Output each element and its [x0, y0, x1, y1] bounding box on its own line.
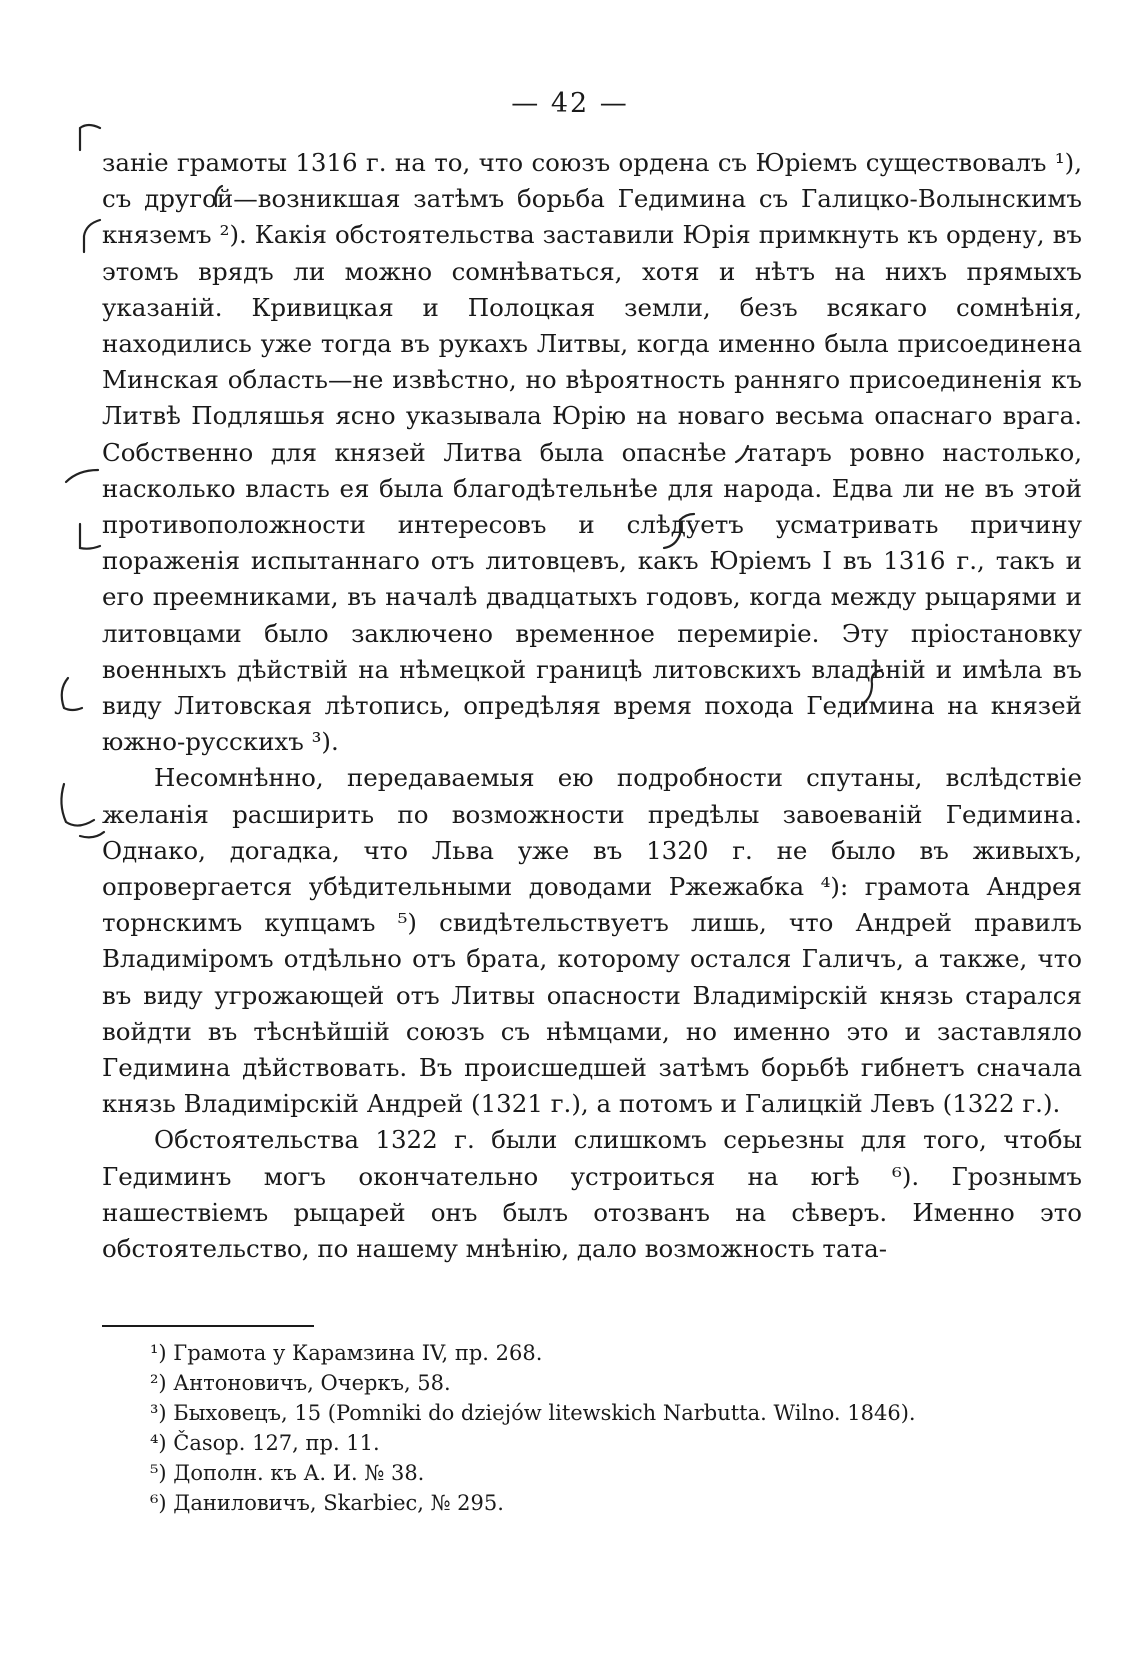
footnote-3: ³) Быховецъ, 15 (Pomniki do dziejów litewskich Narbutta. Wilno. 1846). [150, 1401, 916, 1425]
main-text [102, 145, 1082, 1267]
paragraph-2: Несомнѣнно, передаваемыя ею подробности спутаны, вслѣдствіе желанія расширить по возможности предѣлы завоеваній Гедимина. Однако, догадка, что Льва уже въ 1320 г. не было въ живыхъ, опровергается убѣдительными доводами Ржежабка ⁴): грамота Андрея торнскимъ купцамъ ⁵) свидѣтельствуетъ лишь, что Андрей правилъ Владиміромъ отдѣльно отъ брата, которому остался Галичъ, а также, что въ виду угрожающей отъ Литвы опасности Владимірскій князь старался войдти въ тѣснѣйшій союзъ съ нѣмцами, но именно это и заставляло Гедимина дѣйствовать. Въ происшедшей затѣмъ борьбѣ гибнетъ сначала князь Владимірскій Андрей (1321 г.), а потомъ и Галицкій Левъ (1322 г.). [102, 763, 1082, 1119]
footnote-4: ⁴) Časop. 127, пр. 11. [150, 1431, 380, 1455]
footnote-2: ²) Антоновичъ, Очеркъ, 58. [150, 1371, 451, 1395]
footnote-divider [102, 1325, 314, 1327]
footnotes [150, 1338, 1080, 1518]
paragraph-1: заніе грамоты 1316 г. на то, что союзъ ордена съ Юріемъ существовалъ ¹), съ другой—возникшая затѣмъ борьба Гедимина съ Галицко-Волынскимъ княземъ ²). Какія обстоятельства заставили Юрія примкнуть къ ордену, въ этомъ врядъ ли можно сомнѣваться, хотя и нѣтъ на нихъ прямыхъ указаній. Кривицкая и Полоцкая земли, безъ всякаго сомнѣнія, находились уже тогда въ рукахъ Литвы, когда именно была присоединена Минская область—не извѣстно, но вѣроятность ранняго присоединенія къ Литвѣ Подляшья ясно указывала Юрію на новаго весьма опаснаго врага. Собственно для князей Литва была опаснѣе татаръ ровно настолько, насколько власть ея была благодѣтельнѣе для народа. Едва ли не въ этой противоположности интересовъ и слѣдуетъ усматривать причину пораженія испытаннаго отъ литовцевъ, какъ Юріемъ I въ 1316 г., такъ и его преемниками, въ началѣ двадцатыхъ годовъ, когда между рыцарями и литовцами было заключено временное перемиріе. Эту пріостановку военныхъ дѣйствій на нѣмецкой границѣ литовскихъ владѣній и имѣла въ виду Литовская лѣтопись, опредѣляя время похода Гедимина на князей южно-русскихъ ³). [102, 148, 1082, 757]
bracket-mark-eleventh [80, 832, 104, 837]
bracket-mark-sixth [80, 524, 100, 549]
footnote-6: ⁶) Даниловичъ, Skarbiec, № 295. [150, 1491, 504, 1515]
footnote-5: ⁵) Дополн. къ А. И. № 38. [150, 1461, 425, 1485]
bracket-mark-top [80, 125, 100, 150]
bracket-mark-third [84, 220, 100, 252]
bracket-mark-tenth [61, 784, 94, 826]
paragraph-3: Обстоятельства 1322 г. были слишкомъ серьезны для того, чтобы Гедиминъ могъ окончательно устроиться на югѣ ⁶). Грознымъ нашествіемъ рыцарей онъ былъ отозванъ на сѣверъ. Именно это обстоятельство, по нашему мнѣнію, дало возможность тата- [102, 1125, 1082, 1264]
bracket-mark-fourth [66, 470, 98, 482]
footnote-1: ¹) Грамота у Карамзина IV, пр. 268. [150, 1341, 543, 1365]
bracket-mark-eighth [62, 678, 82, 710]
page-number: — 42 — [511, 88, 629, 119]
